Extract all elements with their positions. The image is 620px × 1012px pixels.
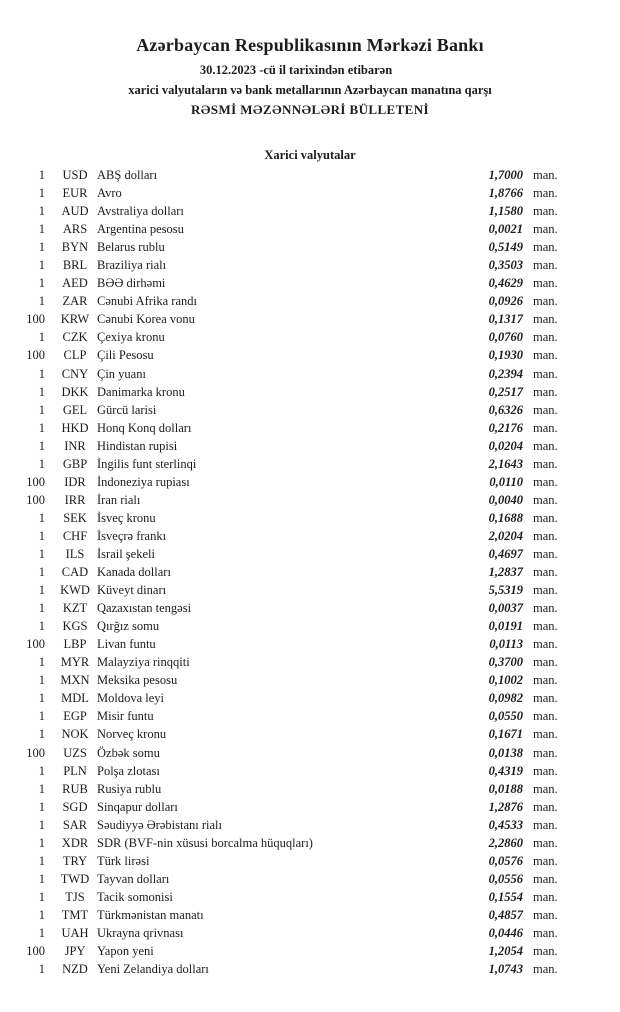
manat-unit-label: man. <box>533 348 558 363</box>
manat-unit-label: man. <box>533 962 558 977</box>
manat-unit-label: man. <box>533 276 558 291</box>
currency-code: LBP <box>63 637 87 652</box>
currency-quantity: 1 <box>38 186 45 201</box>
currency-rate: 0,0926 <box>488 294 523 309</box>
rate-row <box>0 527 620 545</box>
currency-code: AED <box>62 276 88 291</box>
currency-rate: 1,0743 <box>488 962 523 977</box>
rate-row <box>0 707 620 725</box>
currency-code: CLP <box>63 348 87 363</box>
currency-name: Yeni Zelandiya dolları <box>97 962 209 977</box>
manat-unit-label: man. <box>533 186 558 201</box>
manat-unit-label: man. <box>533 456 558 471</box>
currency-name: İsveç kronu <box>97 510 156 525</box>
currency-code: EUR <box>62 186 88 201</box>
currency-quantity: 1 <box>38 528 45 543</box>
currency-name: İran rialı <box>97 492 141 507</box>
currency-quantity: 1 <box>38 619 45 634</box>
currency-code: XDR <box>61 835 89 850</box>
currency-name: Norveç kronu <box>97 727 167 742</box>
currency-rate: 1,2876 <box>488 799 523 814</box>
currency-code: UAH <box>61 925 89 940</box>
currency-code: MYR <box>60 655 90 670</box>
currency-quantity: 1 <box>38 565 45 580</box>
currency-code: NOK <box>61 727 89 742</box>
currency-quantity: 1 <box>38 276 45 291</box>
currency-quantity: 1 <box>38 673 45 688</box>
rate-row <box>0 581 620 599</box>
currency-quantity: 1 <box>38 456 45 471</box>
bulletin-subtitle: xarici valyutaların və bank metallarının Azərbaycan manatına qarşı <box>128 83 492 97</box>
currency-code: DKK <box>61 384 89 399</box>
currency-name: Ukrayna qrivnası <box>97 925 184 940</box>
rate-row <box>0 220 620 238</box>
rate-row <box>0 437 620 455</box>
manat-unit-label: man. <box>533 907 558 922</box>
currency-code: TWD <box>60 871 90 886</box>
manat-unit-label: man. <box>533 402 558 417</box>
currency-quantity: 1 <box>38 222 45 237</box>
currency-code: MDL <box>61 691 89 706</box>
currency-code: MXN <box>60 673 90 688</box>
bulletin-header <box>0 0 620 118</box>
manat-unit-label: man. <box>533 691 558 706</box>
manat-unit-label: man. <box>533 366 558 381</box>
rate-row <box>0 256 620 274</box>
currency-quantity: 1 <box>38 294 45 309</box>
currency-name: Hindistan rupisi <box>97 438 178 453</box>
rate-row <box>0 310 620 328</box>
currency-quantity: 100 <box>26 312 45 327</box>
manat-unit-label: man. <box>533 619 558 634</box>
manat-unit-label: man. <box>533 168 558 182</box>
currency-name: Moldova leyi <box>97 691 165 706</box>
currency-name: İsrail şekeli <box>97 546 155 561</box>
manat-unit-label: man. <box>533 655 558 670</box>
currency-quantity: 1 <box>38 889 45 904</box>
currency-quantity: 1 <box>38 601 45 616</box>
manat-unit-label: man. <box>533 763 558 778</box>
rate-row <box>0 689 620 707</box>
currency-quantity: 1 <box>38 655 45 670</box>
currency-rate: 1,1580 <box>488 204 523 219</box>
currency-name: BƏƏ dirhəmi <box>97 276 166 291</box>
rate-row <box>0 455 620 473</box>
currency-quantity: 1 <box>38 799 45 814</box>
rate-row <box>0 762 620 780</box>
manat-unit-label: man. <box>533 312 558 327</box>
currency-quantity: 100 <box>26 944 45 959</box>
currency-rate: 0,4697 <box>488 546 523 561</box>
currency-code: TJS <box>65 889 85 904</box>
currency-rate: 0,0113 <box>489 637 523 652</box>
currency-code: BYN <box>61 240 89 255</box>
manat-unit-label: man. <box>533 637 558 652</box>
manat-unit-label: man. <box>533 781 558 796</box>
currency-code: BRL <box>62 258 88 273</box>
rate-row <box>0 599 620 617</box>
currency-name: Türk lirəsi <box>97 853 150 868</box>
currency-rate: 0,4629 <box>488 276 523 291</box>
currency-quantity: 1 <box>38 727 45 742</box>
currency-code: RUB <box>62 781 88 796</box>
rate-row <box>0 798 620 816</box>
manat-unit-label: man. <box>533 727 558 742</box>
rate-row <box>0 653 620 671</box>
manat-unit-label: man. <box>533 384 558 399</box>
currency-code: PLN <box>63 763 87 778</box>
currency-rate: 0,0550 <box>488 709 523 724</box>
currency-quantity: 1 <box>38 240 45 255</box>
currency-name: Avstraliya dolları <box>97 204 184 219</box>
currency-quantity: 1 <box>38 763 45 778</box>
rate-row <box>0 292 620 310</box>
manat-unit-label: man. <box>533 510 558 525</box>
currency-quantity: 100 <box>26 637 45 652</box>
currency-rate: 5,5319 <box>488 583 523 598</box>
currency-code: SGD <box>62 799 88 814</box>
currency-quantity: 1 <box>38 366 45 381</box>
currency-name: Rusiya rublu <box>97 781 162 796</box>
manat-unit-label: man. <box>533 565 558 580</box>
manat-unit-label: man. <box>533 871 558 886</box>
manat-unit-label: man. <box>533 673 558 688</box>
currency-quantity: 1 <box>38 204 45 219</box>
currency-code: SEK <box>63 510 87 525</box>
currency-code: CZK <box>62 330 88 345</box>
currency-quantity: 100 <box>26 348 45 363</box>
manat-unit-label: man. <box>533 294 558 309</box>
rate-row <box>0 383 620 401</box>
currency-rate: 0,1930 <box>488 348 523 363</box>
currency-rate: 2,0204 <box>488 528 523 543</box>
currency-rate: 1,2837 <box>488 565 523 580</box>
currency-rate: 0,0204 <box>488 438 523 453</box>
bulletin-title: RƏSMİ MƏZƏNNƏLƏRİ BÜLLETENİ <box>191 102 429 117</box>
manat-unit-label: man. <box>533 420 558 435</box>
rate-row <box>0 365 620 383</box>
rate-row <box>0 834 620 852</box>
currency-name: Misir funtu <box>97 709 154 724</box>
rate-row <box>0 870 620 888</box>
currency-name: Argentina pesosu <box>97 222 184 237</box>
currency-code: AUD <box>61 204 89 219</box>
currency-name: Belarus rublu <box>97 240 165 255</box>
currency-name: Küveyt dinarı <box>97 583 167 598</box>
manat-unit-label: man. <box>533 546 558 561</box>
manat-unit-label: man. <box>533 745 558 760</box>
manat-unit-label: man. <box>533 799 558 814</box>
manat-unit-label: man. <box>533 474 558 489</box>
currency-quantity: 1 <box>38 330 45 345</box>
currency-name: Tacik somonisi <box>97 889 173 904</box>
currency-code: IDR <box>64 474 86 489</box>
currency-name: Honq Konq dolları <box>97 420 192 435</box>
currency-code: JPY <box>64 944 86 959</box>
currency-name: Sinqapur dolları <box>97 799 178 814</box>
rate-row <box>0 563 620 581</box>
currency-code: USD <box>62 168 88 182</box>
currency-rate: 0,4319 <box>488 763 523 778</box>
currency-code: GBP <box>62 456 88 471</box>
currency-name: Özbək somu <box>97 745 160 760</box>
currency-rate: 0,0021 <box>488 222 523 237</box>
manat-unit-label: man. <box>533 601 558 616</box>
currency-rate: 1,8766 <box>488 186 523 201</box>
currency-name: İngilis funt sterlinqi <box>97 456 197 471</box>
currency-rate: 0,0982 <box>488 691 523 706</box>
currency-code: TRY <box>62 853 88 868</box>
currency-code: ZAR <box>62 294 88 309</box>
currency-rate: 0,0188 <box>488 781 523 796</box>
currency-code: ARS <box>62 222 88 237</box>
rate-row <box>0 617 620 635</box>
currency-quantity: 1 <box>38 546 45 561</box>
rate-row <box>0 906 620 924</box>
currency-rate: 1,7000 <box>488 168 523 182</box>
rate-row <box>0 816 620 834</box>
manat-unit-label: man. <box>533 240 558 255</box>
currency-name: Səudiyyə Ərəbistanı rialı <box>97 817 222 832</box>
currency-name: Polşa zlotası <box>97 763 160 778</box>
manat-unit-label: man. <box>533 835 558 850</box>
currency-name: Cənubi Afrika randı <box>97 294 197 309</box>
currency-name: Qazaxıstan tengəsi <box>97 601 192 616</box>
rate-row <box>0 545 620 563</box>
currency-name: Malayziya rinqqiti <box>97 655 190 670</box>
rate-row <box>0 346 620 364</box>
currency-code: UZS <box>63 745 87 760</box>
manat-unit-label: man. <box>533 817 558 832</box>
currency-code: GEL <box>62 402 88 417</box>
currency-quantity: 1 <box>38 853 45 868</box>
currency-quantity: 100 <box>26 745 45 760</box>
manat-unit-label: man. <box>533 925 558 940</box>
currency-code: NZD <box>62 962 88 977</box>
rate-row <box>0 960 620 978</box>
rate-row <box>0 401 620 419</box>
currency-rate: 0,1002 <box>488 673 523 688</box>
manat-unit-label: man. <box>533 709 558 724</box>
currency-rate: 1,2054 <box>488 944 523 959</box>
currency-rate: 0,0446 <box>488 925 523 940</box>
currency-rate: 0,5149 <box>488 240 523 255</box>
currency-quantity: 1 <box>38 709 45 724</box>
manat-unit-label: man. <box>533 889 558 904</box>
currency-rate: 0,0576 <box>488 853 523 868</box>
currency-code: KRW <box>60 312 90 327</box>
currency-name: Yapon yeni <box>97 944 154 959</box>
rate-row <box>0 328 620 346</box>
rate-row <box>0 509 620 527</box>
rate-row <box>0 238 620 256</box>
exchange-rates-table <box>0 166 620 978</box>
currency-name: Çili Pesosu <box>97 348 154 363</box>
effective-date-line: 30.12.2023 -cü il tarixindən etibarən <box>199 63 393 77</box>
rate-row <box>0 924 620 942</box>
currency-code: HKD <box>61 420 89 435</box>
rate-row <box>0 725 620 743</box>
currency-name: Avro <box>97 186 122 201</box>
manat-unit-label: man. <box>533 438 558 453</box>
currency-quantity: 1 <box>38 402 45 417</box>
rate-row <box>0 744 620 762</box>
currency-code: KGS <box>62 619 88 634</box>
currency-rate: 0,0040 <box>488 492 523 507</box>
rate-row <box>0 202 620 220</box>
manat-unit-label: man. <box>533 204 558 219</box>
currency-code: CAD <box>61 565 89 580</box>
currency-quantity: 1 <box>38 258 45 273</box>
currency-code: CHF <box>62 528 88 543</box>
currency-quantity: 1 <box>38 384 45 399</box>
currency-name: Braziliya rialı <box>97 258 167 273</box>
rate-row <box>0 942 620 960</box>
currency-rate: 0,1671 <box>488 727 523 742</box>
currency-rate: 2,1643 <box>488 456 523 471</box>
manat-unit-label: man. <box>533 258 558 273</box>
manat-unit-label: man. <box>533 222 558 237</box>
currency-rate: 2,2860 <box>488 835 523 850</box>
currency-name: Çexiya kronu <box>97 330 165 345</box>
currency-rate: 0,2394 <box>488 366 523 381</box>
currency-rate: 0,0760 <box>488 330 523 345</box>
currency-rate: 0,0191 <box>488 619 523 634</box>
currency-quantity: 1 <box>38 835 45 850</box>
currency-rate: 0,0110 <box>489 474 523 489</box>
currency-quantity: 1 <box>38 691 45 706</box>
rate-row <box>0 274 620 292</box>
manat-unit-label: man. <box>533 944 558 959</box>
currency-rate: 0,6326 <box>488 402 523 417</box>
currency-rate: 0,4533 <box>488 817 523 832</box>
currency-quantity: 1 <box>38 907 45 922</box>
currency-rate: 0,1554 <box>488 889 523 904</box>
currency-code: TMT <box>61 907 89 922</box>
rate-row <box>0 780 620 798</box>
currency-rate: 0,0037 <box>488 601 523 616</box>
currency-quantity: 1 <box>38 871 45 886</box>
currency-quantity: 100 <box>26 474 45 489</box>
bank-name: Azərbaycan Respublikasının Mərkəzi Bankı <box>136 35 484 55</box>
rate-row <box>0 635 620 653</box>
currency-rate: 0,1317 <box>488 312 523 327</box>
currency-quantity: 1 <box>38 168 45 182</box>
currency-quantity: 1 <box>38 781 45 796</box>
manat-unit-label: man. <box>533 528 558 543</box>
currency-name: Tayvan dolları <box>97 871 170 886</box>
rate-row <box>0 166 620 184</box>
rate-row <box>0 473 620 491</box>
currency-code: INR <box>64 438 86 453</box>
rate-row <box>0 491 620 509</box>
currency-rate: 0,2517 <box>488 384 523 399</box>
currency-name: Cənubi Korea vonu <box>97 312 195 327</box>
currency-name: Livan funtu <box>97 637 156 652</box>
rate-row <box>0 671 620 689</box>
currency-rate: 0,2176 <box>488 420 523 435</box>
currency-name: SDR (BVF-nin xüsusi borcalma hüquqları) <box>97 835 313 850</box>
section-title-foreign-currencies: Xarici valyutalar <box>264 148 356 162</box>
rate-row <box>0 852 620 870</box>
currency-name: Meksika pesosu <box>97 673 178 688</box>
currency-quantity: 1 <box>38 817 45 832</box>
currency-name: Gürcü larisi <box>97 402 157 417</box>
currency-quantity: 1 <box>38 510 45 525</box>
currency-name: Kanada dolları <box>97 565 171 580</box>
currency-code: SAR <box>62 817 88 832</box>
currency-code: EGP <box>63 709 87 724</box>
currency-quantity: 1 <box>38 925 45 940</box>
currency-name: Qırğız somu <box>97 619 160 634</box>
rate-row <box>0 184 620 202</box>
currency-code: KWD <box>60 583 90 598</box>
manat-unit-label: man. <box>533 330 558 345</box>
currency-quantity: 1 <box>38 438 45 453</box>
currency-code: ILS <box>65 546 85 561</box>
currency-name: İndoneziya rupiası <box>97 474 190 489</box>
currency-rate: 0,0138 <box>488 745 523 760</box>
manat-unit-label: man. <box>533 853 558 868</box>
currency-rate: 0,1688 <box>488 510 523 525</box>
currency-quantity: 1 <box>38 420 45 435</box>
currency-quantity: 100 <box>26 492 45 507</box>
currency-code: KZT <box>62 601 88 616</box>
currency-quantity: 1 <box>38 962 45 977</box>
currency-rate: 0,3700 <box>488 655 523 670</box>
rate-row <box>0 419 620 437</box>
manat-unit-label: man. <box>533 583 558 598</box>
rate-row <box>0 888 620 906</box>
currency-name: Türkmənistan manatı <box>97 907 204 922</box>
currency-rate: 0,3503 <box>488 258 523 273</box>
currency-name: İsveçrə frankı <box>97 528 167 543</box>
currency-name: ABŞ dolları <box>97 168 158 182</box>
currency-name: Çin yuanı <box>97 366 146 381</box>
currency-code: IRR <box>64 492 86 507</box>
manat-unit-label: man. <box>533 492 558 507</box>
currency-rate: 0,4857 <box>488 907 523 922</box>
currency-quantity: 1 <box>38 583 45 598</box>
currency-code: CNY <box>61 366 89 381</box>
currency-name: Danimarka kronu <box>97 384 185 399</box>
currency-rate: 0,0556 <box>488 871 523 886</box>
